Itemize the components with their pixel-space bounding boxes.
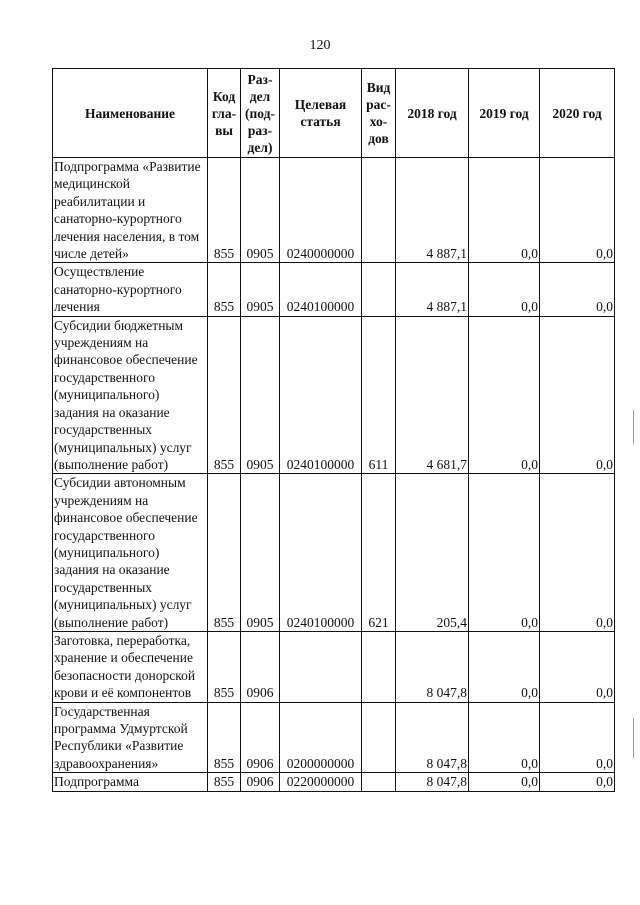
- row-amount-2018: 8 047,8: [396, 702, 469, 773]
- row-amount-2019: 0,0: [469, 263, 540, 316]
- row-chapter-code: 855: [208, 263, 241, 316]
- row-amount-2020: 0,0: [540, 773, 615, 791]
- row-expense-type: [362, 631, 396, 702]
- table-row: [53, 474, 615, 632]
- header-year-2019: 2019 год: [469, 69, 540, 158]
- row-name: Осуществление санаторно-курортного лечения: [53, 263, 208, 316]
- row-chapter-code: 855: [208, 316, 241, 474]
- table-row: [53, 263, 615, 316]
- row-section: 0905: [241, 158, 280, 263]
- header-chapter-code: Код гла- вы: [208, 69, 241, 158]
- row-amount-2019: 0,0: [469, 702, 540, 773]
- row-amount-2020: 0,0: [540, 158, 615, 263]
- scan-margin-mark: [633, 718, 634, 758]
- row-target-item: 0240100000: [280, 316, 362, 474]
- row-amount-2018: 8 047,8: [396, 773, 469, 791]
- row-amount-2019: 0,0: [469, 474, 540, 632]
- header-expense-type: Вид рас- хо- дов: [362, 69, 396, 158]
- table-row: [53, 158, 615, 263]
- row-expense-type: 621: [362, 474, 396, 632]
- row-amount-2018: 4 887,1: [396, 263, 469, 316]
- header-year-2020: 2020 год: [540, 69, 615, 158]
- row-chapter-code: 855: [208, 631, 241, 702]
- row-amount-2018: 4 681,7: [396, 316, 469, 474]
- table-row: [53, 773, 615, 791]
- row-amount-2018: 205,4: [396, 474, 469, 632]
- row-target-item: 0240100000: [280, 474, 362, 632]
- row-section: 0906: [241, 702, 280, 773]
- row-expense-type: [362, 773, 396, 791]
- row-name: Заготовка, переработка, хранение и обеспечение безопасности донорской крови и её компонентов: [53, 631, 208, 702]
- row-amount-2018: 4 887,1: [396, 158, 469, 263]
- row-chapter-code: 855: [208, 158, 241, 263]
- row-section: 0906: [241, 773, 280, 791]
- row-target-item: 0240100000: [280, 263, 362, 316]
- row-amount-2020: 0,0: [540, 316, 615, 474]
- row-amount-2019: 0,0: [469, 316, 540, 474]
- row-section: 0905: [241, 474, 280, 632]
- row-chapter-code: 855: [208, 474, 241, 632]
- row-amount-2020: 0,0: [540, 474, 615, 632]
- row-expense-type: [362, 158, 396, 263]
- row-name: Подпрограмма: [53, 773, 208, 791]
- row-name: Субсидии бюджетным учреждениям на финансовое обеспечение государственного (муниципального) задания на оказание государственных (муниципальных) услуг (выполнение работ): [53, 316, 208, 474]
- row-chapter-code: 855: [208, 702, 241, 773]
- page-number: 120: [309, 38, 331, 53]
- row-amount-2020: 0,0: [540, 702, 615, 773]
- table-header-row: [53, 69, 615, 158]
- table-row: [53, 631, 615, 702]
- row-amount-2019: 0,0: [469, 158, 540, 263]
- table-row: [53, 316, 615, 474]
- row-amount-2019: 0,0: [469, 773, 540, 791]
- row-section: 0905: [241, 263, 280, 316]
- row-target-item: 0220000000: [280, 773, 362, 791]
- row-target-item: 0200000000: [280, 702, 362, 773]
- row-amount-2020: 0,0: [540, 631, 615, 702]
- row-expense-type: [362, 702, 396, 773]
- row-section: 0905: [241, 316, 280, 474]
- row-amount-2019: 0,0: [469, 631, 540, 702]
- table-row: [53, 702, 615, 773]
- row-amount-2018: 8 047,8: [396, 631, 469, 702]
- header-target-item: Целевая статья: [280, 69, 362, 158]
- row-target-item: [280, 631, 362, 702]
- header-section: Раз- дел (под- раз- дел): [241, 69, 280, 158]
- row-amount-2020: 0,0: [540, 263, 615, 316]
- row-section: 0906: [241, 631, 280, 702]
- row-name: Государственная программа Удмуртской Республики «Развитие здравоохранения»: [53, 702, 208, 773]
- budget-table: [52, 68, 615, 792]
- row-expense-type: [362, 263, 396, 316]
- row-expense-type: 611: [362, 316, 396, 474]
- header-year-2018: 2018 год: [396, 69, 469, 158]
- row-chapter-code: 855: [208, 773, 241, 791]
- header-name: Наименование: [53, 69, 208, 158]
- row-target-item: 0240000000: [280, 158, 362, 263]
- row-name: Подпрограмма «Развитие медицинской реабилитации и санаторно-курортного лечения населения, в том числе детей»: [53, 158, 208, 263]
- scan-margin-mark: [633, 410, 634, 444]
- row-name: Субсидии автономным учреждениям на финансовое обеспечение государственного (муниципального) задания на оказание государственных (муниципальных) услуг (выполнение работ): [53, 474, 208, 632]
